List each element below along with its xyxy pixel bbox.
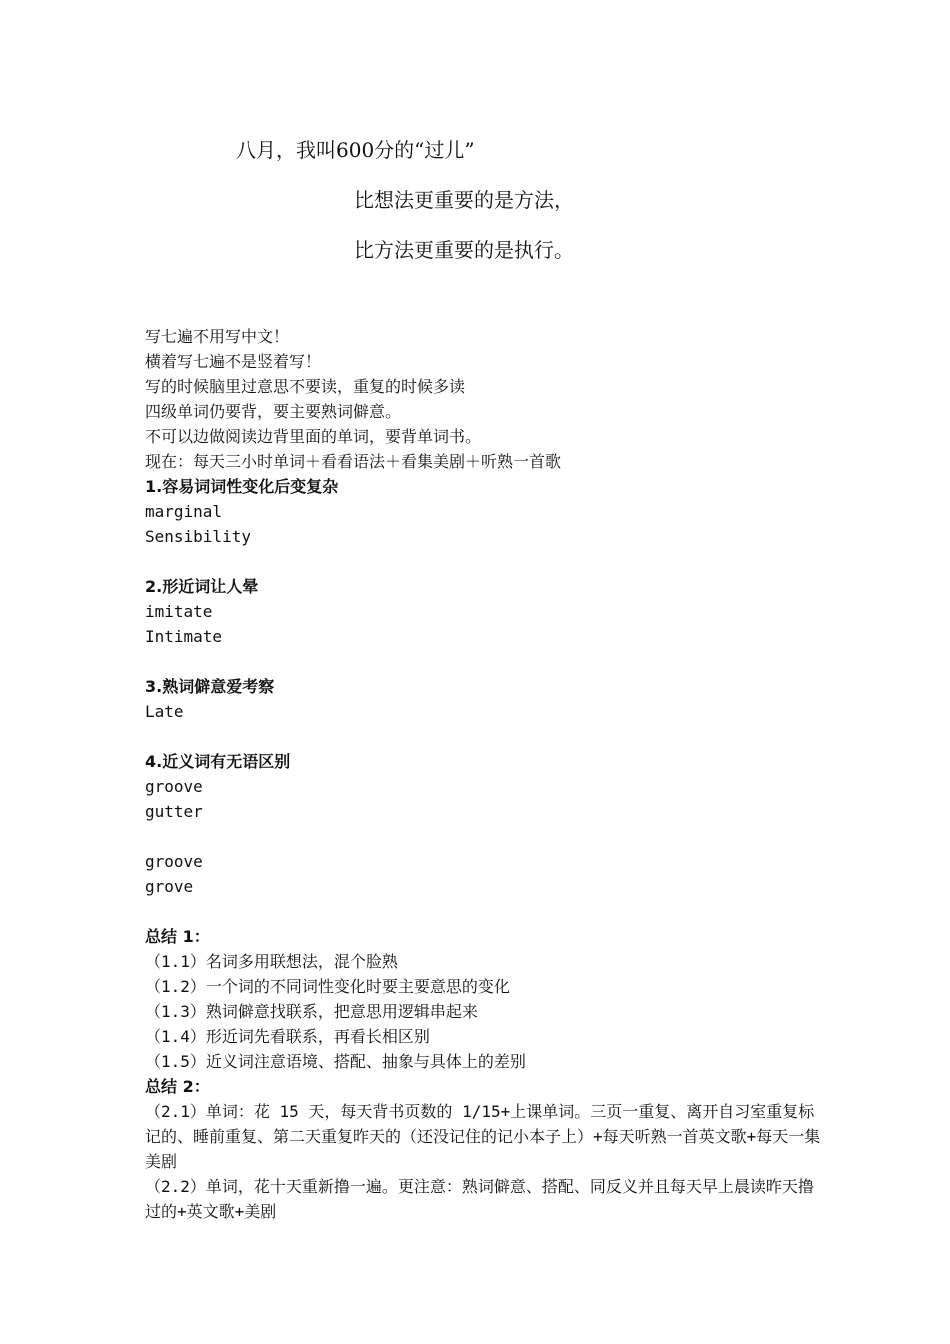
example-word: gutter: [145, 802, 203, 821]
summary-heading: 总结 1：: [145, 927, 210, 946]
summary-item: （1.2）一个词的不同词性变化时要主要意思的变化: [145, 977, 510, 996]
rule-line: 横着写七遍不是竖着写！: [145, 352, 322, 371]
rule-line: 不可以边做阅读边背里面的单词，要背单词书。: [145, 427, 482, 446]
summary-item: （1.5）近义词注意语境、搭配、抽象与具体上的差别: [145, 1052, 526, 1071]
summary-item: （1.1）名词多用联想法，混个脸熟: [145, 952, 398, 971]
rule-line: 现在：每天三小时单词＋看看语法＋看集美剧＋听熟一首歌: [145, 452, 562, 471]
example-word: Intimate: [145, 627, 223, 646]
document-title: 八月，我叫600分的“过儿”: [236, 138, 475, 162]
rule-line: 写七遍不用写中文！: [145, 327, 290, 346]
summary-heading: 总结 2：: [145, 1077, 210, 1096]
example-word: Sensibility: [145, 527, 251, 546]
section-heading: 4.近义词有无语区别: [145, 752, 291, 771]
summary-item: （2.1）单词：花 15 天，每天背书页数的 1/15+上课单词。三页一重复、离开自习室重复标记的、睡前重复、第二天重复昨天的（还没记住的记小本子上）+每天听熟一首英文歌+每天一集美剧: [145, 1102, 821, 1171]
summary-item: （1.3）熟词僻意找联系，把意思用逻辑串起来: [145, 1002, 478, 1021]
document-body: [145, 324, 825, 1224]
summary-item: （1.4）形近词先看联系，再看长相区别: [145, 1027, 430, 1046]
blank-line: [145, 649, 825, 674]
example-word: groove: [145, 852, 203, 871]
example-word: imitate: [145, 602, 213, 621]
blank-line: [145, 724, 825, 749]
blank-line: [145, 824, 825, 849]
blank-line: [145, 549, 825, 574]
example-word: groove: [145, 777, 203, 796]
example-word: Late: [145, 702, 184, 721]
rule-line: 写的时候脑里过意思不要读，重复的时候多读: [145, 377, 466, 396]
motto-line-2: 比方法更重要的是执行。: [354, 238, 574, 262]
section-heading: 2.形近词让人晕: [145, 577, 259, 596]
summary-item: （2.2）单词，花十天重新撸一遍。更注意：熟词僻意、搭配、同反义并且每天早上晨读昨天撸过的+英文歌+美剧: [145, 1177, 814, 1221]
example-word: marginal: [145, 502, 223, 521]
rule-line: 四级单词仍要背，要主要熟词僻意。: [145, 402, 402, 421]
blank-line: [145, 899, 825, 924]
motto-line-1: 比想法更重要的是方法，: [354, 188, 574, 212]
section-heading: 3.熟词僻意爱考察: [145, 677, 275, 696]
section-heading: 1.容易词词性变化后变复杂: [145, 477, 339, 496]
example-word: grove: [145, 877, 194, 896]
